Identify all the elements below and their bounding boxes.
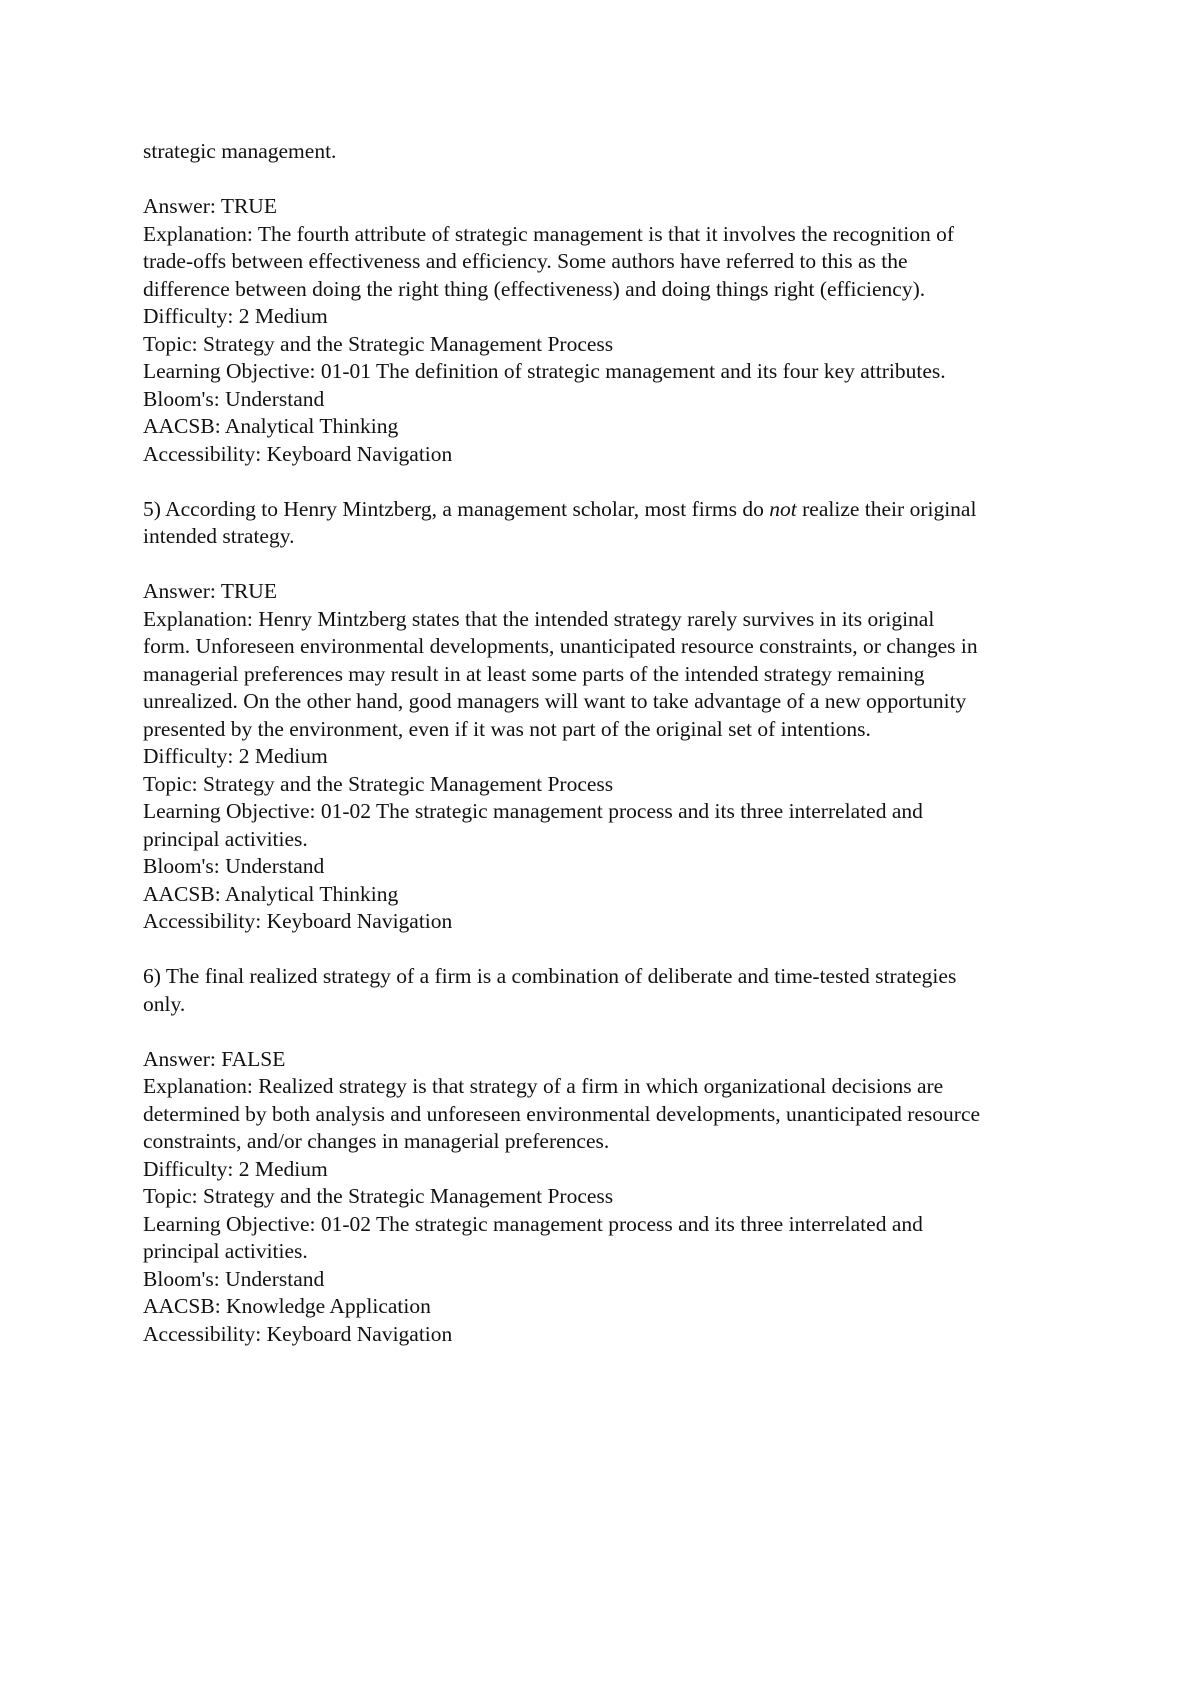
carryover-text: strategic management. <box>143 139 337 163</box>
q5-explanation-line-1: Explanation: Henry Mintzberg states that the intended strategy rarely survives in its original <box>143 606 935 631</box>
q4-explanation-line-2: trade-offs between effectiveness and efficiency. Some authors have referred to this as the <box>143 249 908 273</box>
q6-difficulty: Difficulty: 2 Medium <box>143 1156 328 1181</box>
paragraph-gap <box>143 1018 1083 1046</box>
q4-accessibility: Accessibility: Keyboard Navigation <box>143 441 453 466</box>
q5-difficulty: Difficulty: 2 Medium <box>143 744 328 768</box>
paragraph-gap <box>143 936 1083 964</box>
q6-learning-objective-line-2: principal activities. <box>143 1239 308 1263</box>
q6-answer: Answer: FALSE <box>143 1046 286 1071</box>
q6-learning-objective-line-1: Learning Objective: 01-02 The strategic management process and its three interrelated and <box>143 1211 923 1236</box>
q5-question-line-1 <box>143 496 1083 524</box>
q5-answer: Answer: TRUE <box>143 579 277 603</box>
q5-explanation-line-2: form. Unforeseen environmental developments, unanticipated resource constraints, or changes in <box>143 634 978 658</box>
q4-answer: Answer: TRUE <box>143 194 277 218</box>
q5-learning-objective-line-1: Learning Objective: 01-02 The strategic management process and its three interrelated and <box>143 799 923 823</box>
q4-topic: Topic: Strategy and the Strategic Management Process <box>143 331 614 356</box>
q4-explanation-line-3: difference between doing the right thing (effectiveness) and doing things right (efficiency). <box>143 276 926 301</box>
q6-explanation-line-1: Explanation: Realized strategy is that strategy of a firm in which organizational decisions are <box>143 1074 944 1098</box>
q4-explanation-line-1: Explanation: The fourth attribute of strategic management is that it involves the recognition of <box>143 221 955 246</box>
q5-question-post: realize their original <box>796 496 977 521</box>
q6-explanation-line-3: constraints, and/or changes in managerial preferences. <box>143 1129 610 1153</box>
q4-difficulty: Difficulty: 2 Medium <box>143 304 328 328</box>
paragraph-gap <box>143 166 1083 194</box>
q5-explanation-line-4: unrealized. On the other hand, good managers will want to take advantage of a new opportunity <box>143 689 967 713</box>
q5-aacsb: AACSB: Analytical Thinking <box>143 881 399 906</box>
q4-answer-block <box>143 193 1083 468</box>
q6-question-line-2: only. <box>143 991 186 1016</box>
q4-aacsb: AACSB: Analytical Thinking <box>143 414 399 438</box>
q5-question-emphasis: not <box>769 496 797 521</box>
q6-block <box>143 963 1083 1348</box>
q4-blooms: Bloom's: Understand <box>143 386 325 411</box>
q6-topic: Topic: Strategy and the Strategic Management Process <box>143 1184 614 1208</box>
q5-question-pre: 5) According to Henry Mintzberg, a management scholar, most firms do <box>143 496 770 521</box>
q6-explanation-line-2: determined by both analysis and unforeseen environmental developments, unanticipated resource <box>143 1101 981 1126</box>
q6-aacsb: AACSB: Knowledge Application <box>143 1294 431 1318</box>
q5-accessibility: Accessibility: Keyboard Navigation <box>143 909 453 933</box>
q5-blooms: Bloom's: Understand <box>143 854 325 878</box>
q5-learning-objective-line-2: principal activities. <box>143 826 308 851</box>
q4-learning-objective: Learning Objective: 01-01 The definition of strategic management and its four key attributes. <box>143 359 946 383</box>
q5-explanation-line-5: presented by the environment, even if it was not part of the original set of intentions. <box>143 716 871 741</box>
q5-question-line-2: intended strategy. <box>143 524 295 548</box>
paragraph-gap <box>143 551 1083 579</box>
paragraph-gap <box>143 468 1083 496</box>
q5-explanation-line-3: managerial preferences may result in at least some parts of the intended strategy remaining <box>143 661 925 686</box>
q5-block <box>143 496 1083 936</box>
q6-question-line-1: 6) The final realized strategy of a firm is a combination of deliberate and time-tested strategies <box>143 964 957 988</box>
q6-blooms: Bloom's: Understand <box>143 1266 325 1291</box>
document-body <box>143 138 1083 1348</box>
q6-accessibility: Accessibility: Keyboard Navigation <box>143 1321 453 1346</box>
q5-topic: Topic: Strategy and the Strategic Management Process <box>143 771 614 796</box>
